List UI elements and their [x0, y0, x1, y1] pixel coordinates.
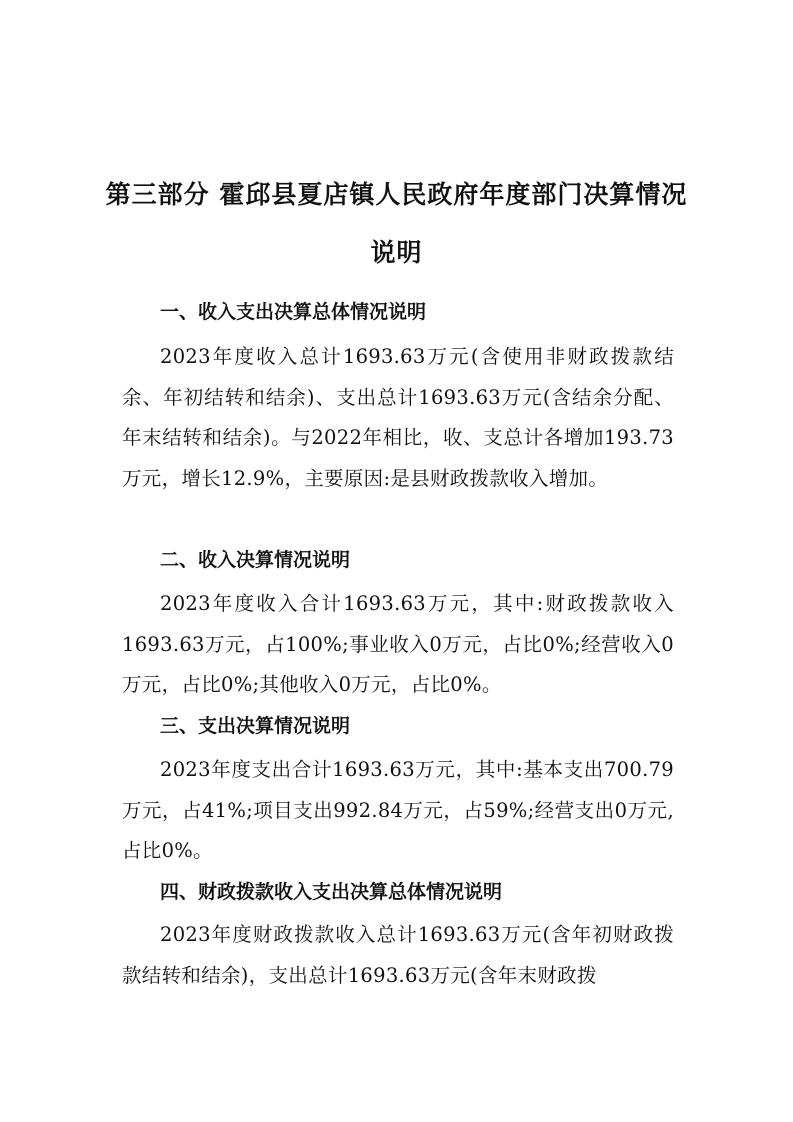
section-heading-income-expense-overview: 一、收入支出决算总体情况说明 [160, 301, 427, 323]
section-heading-expense: 三、支出决算情况说明 [160, 715, 351, 737]
document-title-line-1: 第三部分 霍邱县夏店镇人民政府年度部门决算情况 [105, 180, 688, 209]
section-body-expense: 2023年度支出合计1693.63万元，其中:基本支出700.79万元，占41%;项目支出992.84万元，占59%;经营支出0万元,占比0%。 [122, 758, 674, 862]
section-body-fiscal-appropriation: 2023年度财政拨款收入总计1693.63万元(含年初财政拨款结转和结余)，支出总计1693.63万元(含年末财政拨 [122, 923, 674, 987]
section-heading-income: 二、收入决算情况说明 [160, 549, 351, 571]
document-title-line-2: 说明 [370, 238, 423, 267]
section-body-income: 2023年度收入合计1693.63万元，其中:财政拨款收入1693.63万元，占100%;事业收入0万元，占比0%;经营收入0万元，占比0%;其他收入0万元，占比0%。 [122, 592, 674, 696]
section-heading-fiscal-appropriation: 四、财政拨款收入支出决算总体情况说明 [160, 881, 503, 903]
section-body-income-expense-overview: 2023年度收入总计1693.63万元(含使用非财政拨款结余、年初结转和结余)、支出总计1693.63万元(含结余分配、年末结转和结余)。与2022年相比，收、支总计各增加193.73万元，增长12.9%，主要原因:是县财政拨款收入增加。 [122, 345, 674, 490]
